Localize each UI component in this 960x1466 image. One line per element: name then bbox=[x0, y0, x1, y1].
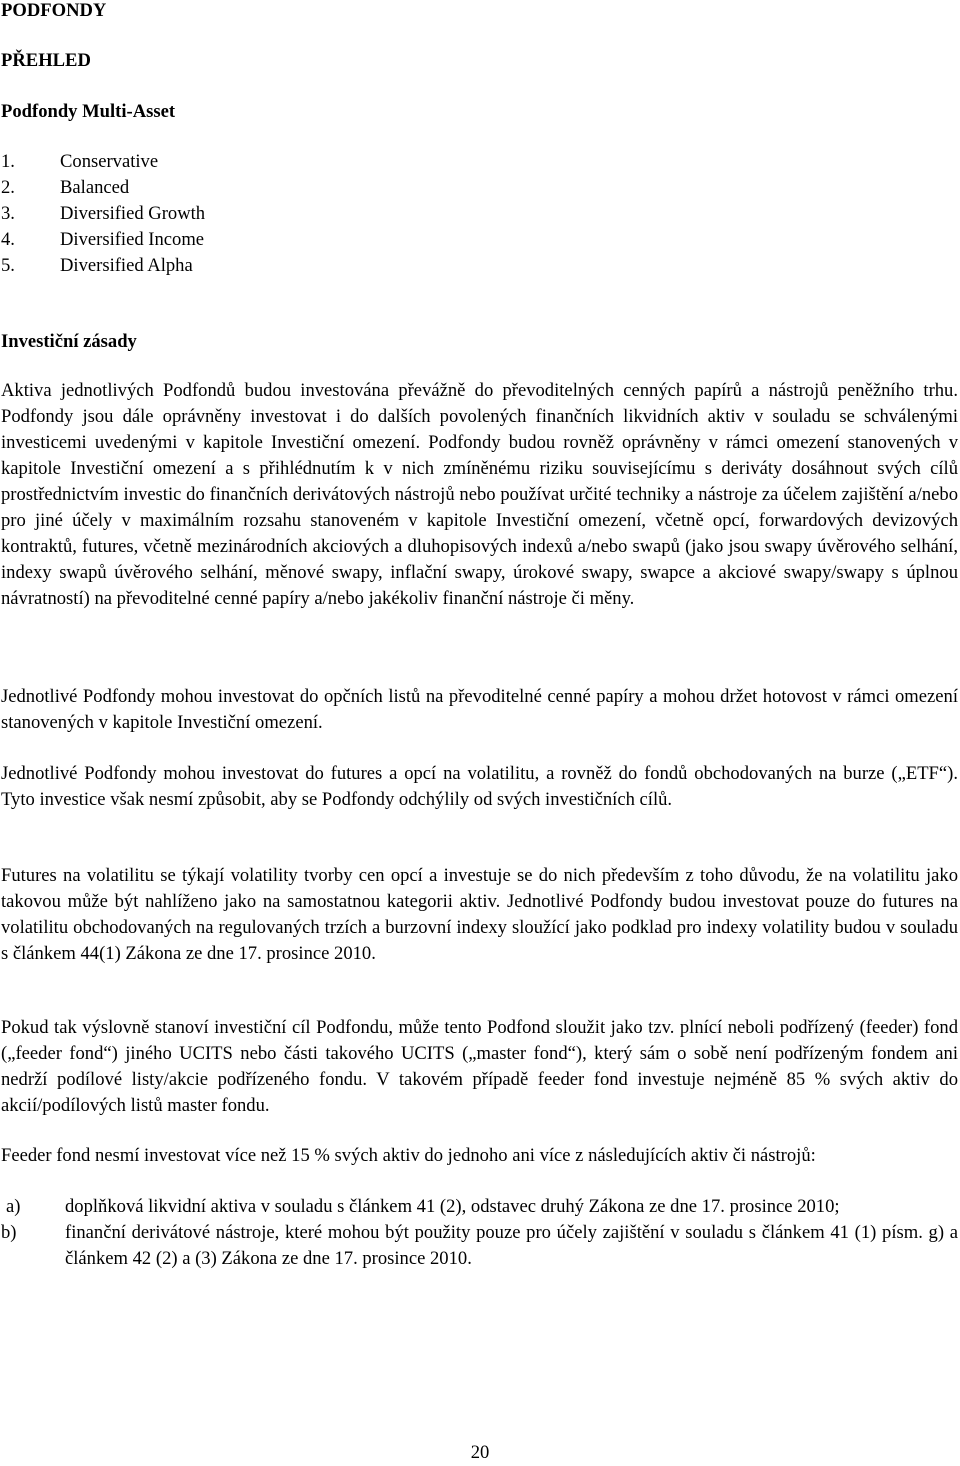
subfunds-heading: Podfondy Multi-Asset bbox=[1, 101, 176, 122]
list-number: 2. bbox=[1, 177, 15, 198]
paragraph-feeder-fund: Pokud tak výslovně stanoví investiční cíl Podfondu, může tento Podfond sloužit jako tzv. plnící neboli podřízený (feeder) fond („feeder fond“) jiného UCITS nebo části takového UCITS („master fond“), který sám o sobě není podřízeným fondem ani nedrží podílové listy/akcie podřízeného fondu. V takovém případě feeder fond investuje nejméně 85 % svých aktiv do akcií/podílových listů master fondu. bbox=[1, 1017, 958, 1116]
list-number: 5. bbox=[1, 255, 15, 276]
list-marker: a) bbox=[6, 1196, 21, 1217]
document-heading: PODFONDY bbox=[1, 0, 107, 21]
fund-name: Conservative bbox=[60, 151, 159, 172]
list-item bbox=[1, 1220, 958, 1272]
paragraph-warrants: Jednotlivé Podfondy mohou investovat do opčních listů na převoditelné cenné papíry a mohou držet hotovost v rámci omezení stanovených v kapitole Investiční omezení. bbox=[1, 686, 958, 733]
paragraph-assets: Aktiva jednotlivých Podfondů budou investována převážně do převoditelných cenných papírů a nástrojů peněžního trhu. Podfondy jsou dále oprávněny investovat i do dalších povolených finančních likvidních aktiv v souladu se schválenými investicemi uvedenými v kapitole Investiční omezení. Podfondy budou rovněž oprávněny v rámci omezení stanovených v kapitole Investiční omezení a s přihlédnutím k v nich zmíněnému riziku souvisejícímu s deriváty dosáhnout svých cílů prostřednictvím investic do finančních derivátových nástrojů nebo používat určité techniky a nástroje za účelem zajištění a/nebo pro jiné účely v maximálním rozsahu stanoveném v kapitole Investiční omezení, včetně opcí, forwardových devizových kontraktů, futures, včetně mezinárodních akciových a dluhopisových indexů a/nebo swapů (jako jsou swapy úvěrového selhání, indexy swapů úvěrového selhání, měnové swapy, inflační swapy, úrokové swapy, swapce a akciové swapy/swapy s úplnou návratností) na převoditelné cenné papíry a/nebo jakékoliv finanční nástroje či měny. bbox=[1, 380, 958, 609]
list-number: 1. bbox=[1, 151, 15, 172]
list-item-text: finanční derivátové nástroje, které mohou být použity pouze pro účely zajištění v souladu s článkem 41 (1) písm. g) a článkem 42 (2) a (3) Zákona ze dne 17. prosince 2010. bbox=[65, 1222, 958, 1269]
list-number: 4. bbox=[1, 229, 15, 250]
list-item bbox=[1, 227, 205, 253]
list-item-text: doplňková likvidní aktiva v souladu s článkem 41 (2), odstavec druhý Zákona ze dne 17. prosince 2010; bbox=[65, 1196, 840, 1217]
principles-heading: Investiční zásady bbox=[1, 331, 137, 352]
fund-name: Diversified Income bbox=[60, 229, 205, 250]
paragraph-volatility-etf: Jednotlivé Podfondy mohou investovat do futures a opcí na volatilitu, a rovněž do fondů obchodovaných na burze („ETF“). Tyto investice však nesmí způsobit, aby se Podfondy odchýlily od svých investičních cílů. bbox=[1, 763, 958, 810]
list-item bbox=[1, 175, 205, 201]
fund-name: Balanced bbox=[60, 177, 130, 198]
list-item bbox=[1, 253, 205, 279]
list-item bbox=[1, 201, 205, 227]
fund-name: Diversified Growth bbox=[60, 203, 206, 224]
overview-heading: PŘEHLED bbox=[1, 50, 91, 71]
list-number: 3. bbox=[1, 203, 15, 224]
page-number: 20 bbox=[470, 1442, 490, 1463]
list-item bbox=[1, 149, 205, 175]
fund-name: Diversified Alpha bbox=[60, 255, 193, 276]
list-item bbox=[1, 1194, 958, 1220]
feeder-asset-list bbox=[1, 1194, 958, 1272]
list-marker: b) bbox=[1, 1222, 17, 1243]
paragraph-volatility-futures: Futures na volatilitu se týkají volatility tvorby cen opcí a investuje se do nich především z toho důvodu, že na volatilitu jako takovou může být nahlíženo jako na samostatnou kategorii aktiv. Jednotlivé Podfondy budou investovat pouze do futures na volatilitu obchodovaných na regulovaných trzích a burzovní indexy sloužící jako podklad pro indexy volatility budou v souladu s článkem 44(1) Zákona ze dne 17. prosince 2010. bbox=[1, 865, 958, 964]
paragraph-feeder-limits: Feeder fond nesmí investovat více než 15 % svých aktiv do jednoho ani více z následujících aktiv či nástrojů: bbox=[1, 1145, 816, 1166]
fund-list bbox=[1, 149, 205, 279]
